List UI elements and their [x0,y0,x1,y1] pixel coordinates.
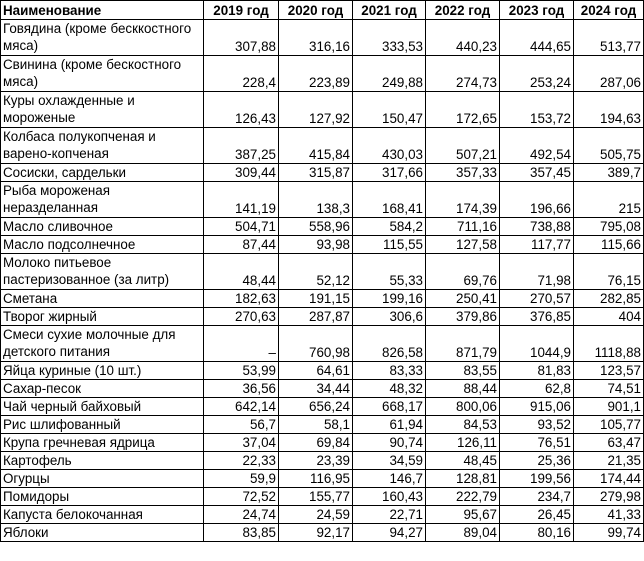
price-cell: 871,79 [426,326,500,362]
table-row [1,398,644,416]
price-cell: 90,74 [353,434,426,452]
table-row [1,218,644,236]
table-row [1,416,644,434]
price-cell: 115,55 [353,236,426,254]
price-cell: 795,08 [574,218,644,236]
price-cell: 128,81 [426,470,500,488]
table-row [1,254,644,290]
price-cell: 84,53 [426,416,500,434]
table-row [1,488,644,506]
price-cell: 287,06 [574,56,644,92]
price-cell: 826,58 [353,326,426,362]
price-cell: 81,83 [500,362,574,380]
price-cell: 228,4 [204,56,279,92]
price-cell: 155,77 [279,488,353,506]
product-name-cell: Чай черный байховый [1,398,204,416]
price-cell: 72,52 [204,488,279,506]
price-cell: 89,04 [426,524,500,542]
price-cell: 41,33 [574,506,644,524]
price-cell: 215 [574,182,644,218]
price-cell: 174,44 [574,470,644,488]
header-year: 2023 год [500,1,574,20]
price-cell: 376,85 [500,308,574,326]
price-cell: 738,88 [500,218,574,236]
price-cell: 389,7 [574,164,644,182]
price-cell: 23,39 [279,452,353,470]
product-name-cell: Картофель [1,452,204,470]
price-cell: 309,44 [204,164,279,182]
price-cell: 127,58 [426,236,500,254]
price-cell: 492,54 [500,128,574,164]
price-cell: 915,06 [500,398,574,416]
header-name: Наименование [1,1,204,20]
table-row [1,164,644,182]
price-cell: 316,16 [279,20,353,56]
price-cell: 126,11 [426,434,500,452]
price-cell: 83,33 [353,362,426,380]
table-row [1,452,644,470]
product-name-cell: Творог жирный [1,308,204,326]
price-cell: 504,71 [204,218,279,236]
price-cell: 160,43 [353,488,426,506]
price-cell: 274,73 [426,56,500,92]
price-cell: 87,44 [204,236,279,254]
price-cell: 22,71 [353,506,426,524]
price-cell: 642,14 [204,398,279,416]
price-cell: 62,8 [500,380,574,398]
price-cell: 222,79 [426,488,500,506]
price-cell: 558,96 [279,218,353,236]
price-cell: 117,77 [500,236,574,254]
price-cell: 24,74 [204,506,279,524]
price-cell: 21,35 [574,452,644,470]
product-name-cell: Капуста белокочанная [1,506,204,524]
price-cell: – [204,326,279,362]
table-row [1,506,644,524]
product-name-cell: Помидоры [1,488,204,506]
price-cell: 34,59 [353,452,426,470]
price-cell: 61,94 [353,416,426,434]
price-cell: 901,1 [574,398,644,416]
price-cell: 357,45 [500,164,574,182]
price-cell: 444,65 [500,20,574,56]
table-row [1,524,644,542]
price-cell: 37,04 [204,434,279,452]
price-cell: 317,66 [353,164,426,182]
price-cell: 282,85 [574,290,644,308]
table-row [1,290,644,308]
table-row [1,182,644,218]
table-row [1,128,644,164]
header-year: 2021 год [353,1,426,20]
price-cell: 315,87 [279,164,353,182]
price-cell: 63,47 [574,434,644,452]
price-cell: 711,16 [426,218,500,236]
price-cell: 172,65 [426,92,500,128]
price-cell: 126,43 [204,92,279,128]
product-name-cell: Рыба мороженая неразделанная [1,182,204,218]
price-cell: 24,59 [279,506,353,524]
table-row [1,434,644,452]
product-name-cell: Крупа гречневая ядрица [1,434,204,452]
price-cell: 69,76 [426,254,500,290]
price-cell: 234,7 [500,488,574,506]
price-cell: 656,24 [279,398,353,416]
price-cell: 80,16 [500,524,574,542]
price-cell: 76,15 [574,254,644,290]
price-cell: 95,67 [426,506,500,524]
price-cell: 430,03 [353,128,426,164]
price-cell: 168,41 [353,182,426,218]
header-year: 2024 год [574,1,644,20]
price-cell: 440,23 [426,20,500,56]
price-cell: 34,44 [279,380,353,398]
product-name-cell: Колбаса полукопченая и варено-копченая [1,128,204,164]
product-name-cell: Масло подсолнечное [1,236,204,254]
price-cell: 223,89 [279,56,353,92]
price-cell: 71,98 [500,254,574,290]
price-cell: 93,52 [500,416,574,434]
price-cell: 138,3 [279,182,353,218]
product-name-cell: Смеси сухие молочные для детского питания [1,326,204,362]
price-cell: 58,1 [279,416,353,434]
price-cell: 199,16 [353,290,426,308]
table-row [1,92,644,128]
price-cell: 141,19 [204,182,279,218]
price-cell: 59,9 [204,470,279,488]
price-cell: 191,15 [279,290,353,308]
price-cell: 306,6 [353,308,426,326]
table-row [1,20,644,56]
price-cell: 127,92 [279,92,353,128]
price-cell: 404 [574,308,644,326]
price-cell: 150,47 [353,92,426,128]
product-name-cell: Масло сливочное [1,218,204,236]
header-year: 2020 год [279,1,353,20]
price-cell: 760,98 [279,326,353,362]
price-cell: 379,86 [426,308,500,326]
price-cell: 115,66 [574,236,644,254]
price-cell: 505,75 [574,128,644,164]
price-cell: 199,56 [500,470,574,488]
price-cell: 153,72 [500,92,574,128]
price-cell: 287,87 [279,308,353,326]
price-cell: 56,7 [204,416,279,434]
table-row [1,326,644,362]
price-cell: 357,33 [426,164,500,182]
price-cell: 48,45 [426,452,500,470]
price-cell: 64,61 [279,362,353,380]
price-cell: 74,51 [574,380,644,398]
price-cell: 52,12 [279,254,353,290]
price-cell: 174,39 [426,182,500,218]
table-row [1,56,644,92]
price-cell: 88,44 [426,380,500,398]
product-name-cell: Свинина (кроме бескостного мяса) [1,56,204,92]
price-cell: 83,85 [204,524,279,542]
price-cell: 194,63 [574,92,644,128]
price-cell: 146,7 [353,470,426,488]
price-cell: 249,88 [353,56,426,92]
price-cell: 48,32 [353,380,426,398]
price-cell: 26,45 [500,506,574,524]
price-cell: 279,98 [574,488,644,506]
price-cell: 253,24 [500,56,574,92]
table-row [1,362,644,380]
price-cell: 55,33 [353,254,426,290]
price-cell: 22,33 [204,452,279,470]
price-cell: 387,25 [204,128,279,164]
product-name-cell: Сосиски, сардельки [1,164,204,182]
price-cell: 800,06 [426,398,500,416]
price-cell: 415,84 [279,128,353,164]
price-cell: 76,51 [500,434,574,452]
product-name-cell: Яблоки [1,524,204,542]
product-name-cell: Молоко питьевое пастеризованное (за литр) [1,254,204,290]
header-year: 2022 год [426,1,500,20]
price-cell: 196,66 [500,182,574,218]
price-cell: 270,57 [500,290,574,308]
price-cell: 25,36 [500,452,574,470]
product-name-cell: Огурцы [1,470,204,488]
header-year: 2019 год [204,1,279,20]
price-cell: 123,57 [574,362,644,380]
price-cell: 116,95 [279,470,353,488]
price-cell: 333,53 [353,20,426,56]
price-cell: 307,88 [204,20,279,56]
price-cell: 83,55 [426,362,500,380]
price-cell: 584,2 [353,218,426,236]
price-cell: 1044,9 [500,326,574,362]
product-name-cell: Куры охлажденные и мороженые [1,92,204,128]
price-cell: 1118,88 [574,326,644,362]
price-cell: 182,63 [204,290,279,308]
price-cell: 270,63 [204,308,279,326]
price-cell: 53,99 [204,362,279,380]
product-name-cell: Сахар-песок [1,380,204,398]
table-row [1,380,644,398]
price-cell: 92,17 [279,524,353,542]
product-name-cell: Яйца куриные (10 шт.) [1,362,204,380]
price-cell: 668,17 [353,398,426,416]
table-row [1,470,644,488]
product-name-cell: Сметана [1,290,204,308]
price-cell: 69,84 [279,434,353,452]
price-cell: 105,77 [574,416,644,434]
price-cell: 513,77 [574,20,644,56]
product-name-cell: Рис шлифованный [1,416,204,434]
product-name-cell: Говядина (кроме бесккостного мяса) [1,20,204,56]
price-cell: 250,41 [426,290,500,308]
price-cell: 507,21 [426,128,500,164]
price-cell: 36,56 [204,380,279,398]
header-row [1,1,644,20]
table-row [1,236,644,254]
price-cell: 99,74 [574,524,644,542]
price-cell: 94,27 [353,524,426,542]
price-cell: 93,98 [279,236,353,254]
price-cell: 48,44 [204,254,279,290]
table-row [1,308,644,326]
